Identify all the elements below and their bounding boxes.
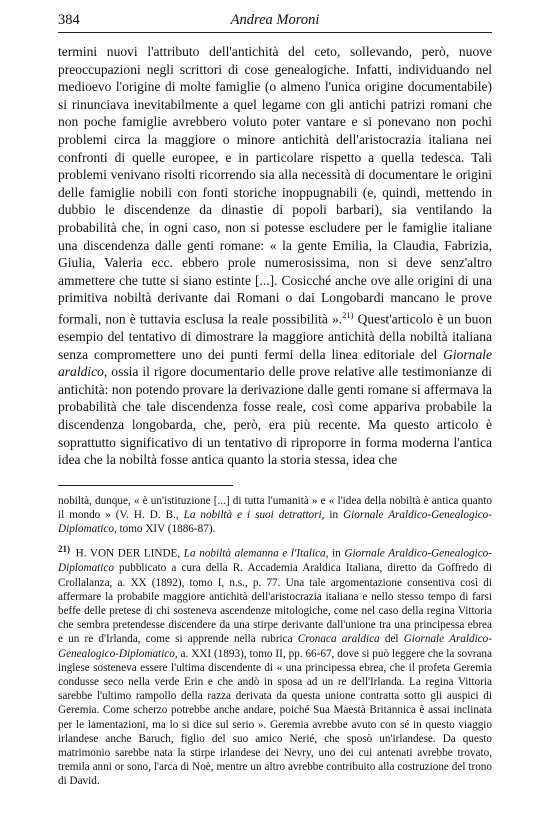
body-text-part-2: Quest'articolo è un buon esempio del tentativo di dimostrare la maggiore antichità della nobiltà italiana senza compromettere uno dei punti fermi della linea editoriale del bbox=[58, 311, 492, 362]
running-head: Andrea Moroni bbox=[230, 12, 320, 28]
body-paragraph bbox=[58, 43, 492, 469]
footnote-cited-title: La nobiltà alemanna e l'Italica bbox=[183, 548, 326, 561]
footnote-reference-21[interactable]: 21) bbox=[342, 309, 354, 320]
footnote-21: $^{21)}$ H. VON DER LINDE, La nobiltà alemanna e l'Italica, in Giornale Araldico-Genealogico-Diplomatico pubblicato a cura della R. Accademia Araldica Italiana, diretto da Goffredo di Crollalanza, a. XX (1892), tomo I, n.s., p. 77. Una tale argomentazione consentiva così di affermare la probabile maggiore antichità dell'aristocrazia italiana e nello stesso tempo di farsi beffe delle pretese di chi sosteneva ascendenze mitologiche, come nel caso della regina Vittoria che sembra pretendesse discendere da una stirpe derivante dall'unione tra una principessa ebrea e un re d'Irlanda, come si apprende nella rubrica Cronaca araldica del Giornale Araldico-Genealogico-Diplomatico, a. XXI (1893), tomo II, pp. 66-67, dove si può leggere che la sovrana inglese sosteneva essere l'ultima discendente di « una principessa ebrea, che il profeta Geremia condusse seco nella verde Erin e che andò in sposa ad un re dell'Irlanda. La regina Vittoria sarebbe l'ultimo rampollo della razza derivata da questa unione contratta sotto gli auspici di Geremia. Come scherzo potrebbe anche andare, poiché Sua Maestà Britannica è assai inclinata per le lamentazioni, ma lo si dice sul serio ». Geremia avrebbe avuto con sé in questo viaggio irlandese anche Baruch, figlio del suo amico Nerié, che sposò un'irlandese. Da questo matrimonio sarebbe nata la stirpe irlandese dei Nevry, uno dei cui antenati avrebbe trovato, tremila anni or sono, l'arca di Noè, mentre un altro avrebbe contribuito alla costruzione del trono di David. bbox=[58, 544, 492, 788]
footnote-journal-title: Giornale Araldico-Genealogico-Diplomatico bbox=[58, 633, 492, 660]
footnote-journal-title: Giornale Araldico-Genealogico-Diplomatico bbox=[58, 548, 492, 575]
footnote-number: 21) bbox=[58, 544, 70, 555]
footnote-divider bbox=[58, 485, 233, 486]
footnote-cited-title: La nobiltà e i suoi detrattori bbox=[183, 508, 322, 521]
footnotes bbox=[58, 494, 492, 789]
body-text-part-3: , ossia il rigore documentario delle prove relative alle testimonianze di antichità: non potendo provare la derivazione dalle genti romane si affermava la probabilità che tale discendenza fosse reale, così come appariva probabile la discendenza longobarda, che, però, era più recente. Ma questo articolo è soprattutto significativo di un tentativo di riproporre in forma moderna l'antica idea che la nobiltà fosse antica quanto la storia stessa, idea che bbox=[58, 364, 492, 468]
page-number: 384 bbox=[58, 12, 80, 28]
body-text-part-1: termini nuovi l'attributo dell'antichità del ceto, sollevando, però, nuove preoccupazioni negli scrittori di cose genealogiche. Infatti, individuando nel medioevo l'origine di molte famiglie (o almeno l'unica origine documentabile) si rinunciava inevitabilmente a quel legame con gli antichi patrizi romani che non poche famiglie avrebbero voluto poter vantare e si ponevano non pochi problemi circa la maggiore o minore antichità dell'aristocrazia italiana nei confronti di quelle europee, e in particolare rispetto a quella tedesca. Tali problemi venivano risolti ricorrendo sia alla necessità di documentare le origini delle famiglie nobili con fonti storiche inoppugnabili (e, quindi, mettendo in dubbio le discendenze da dinastie di popoli barbari), sia ventilando la probabilità che, in ogni caso, non si potesse escludere per le famiglie italiane una discendenza dalle genti romane: « la gente Emilia, la Claudia, Fabrizia, Giulia, Valeria ecc. ebbero prole numerosissima, non si deve senz'altro ammettere che tutte si siano estinte [...]. Cosicché anche ove alle origini di una primitiva nobiltà derivante dai Romani o dai Longobardi mancano le prove formali, non è tuttavia esclusa la reale possibilità ». bbox=[58, 44, 492, 327]
footnote-rubric-title: Cronaca araldica bbox=[297, 633, 380, 646]
page-header bbox=[58, 10, 492, 33]
journal-title: Giornale araldico bbox=[58, 346, 492, 380]
footnote-journal-title: Giornale Araldico-Genealogico-Diplomatico bbox=[58, 508, 492, 536]
footnote-continuation: nobiltà, dunque, « è un'istituzione [...] di tutta l'umanità » e « l'idea della nobiltà è antica quanto il mondo » (V. H. D. B., La nobiltà e i suoi detrattori, in Giornale Araldico-Genealogico-Diplomatico, tomo XIV (1886-87). bbox=[58, 494, 492, 536]
